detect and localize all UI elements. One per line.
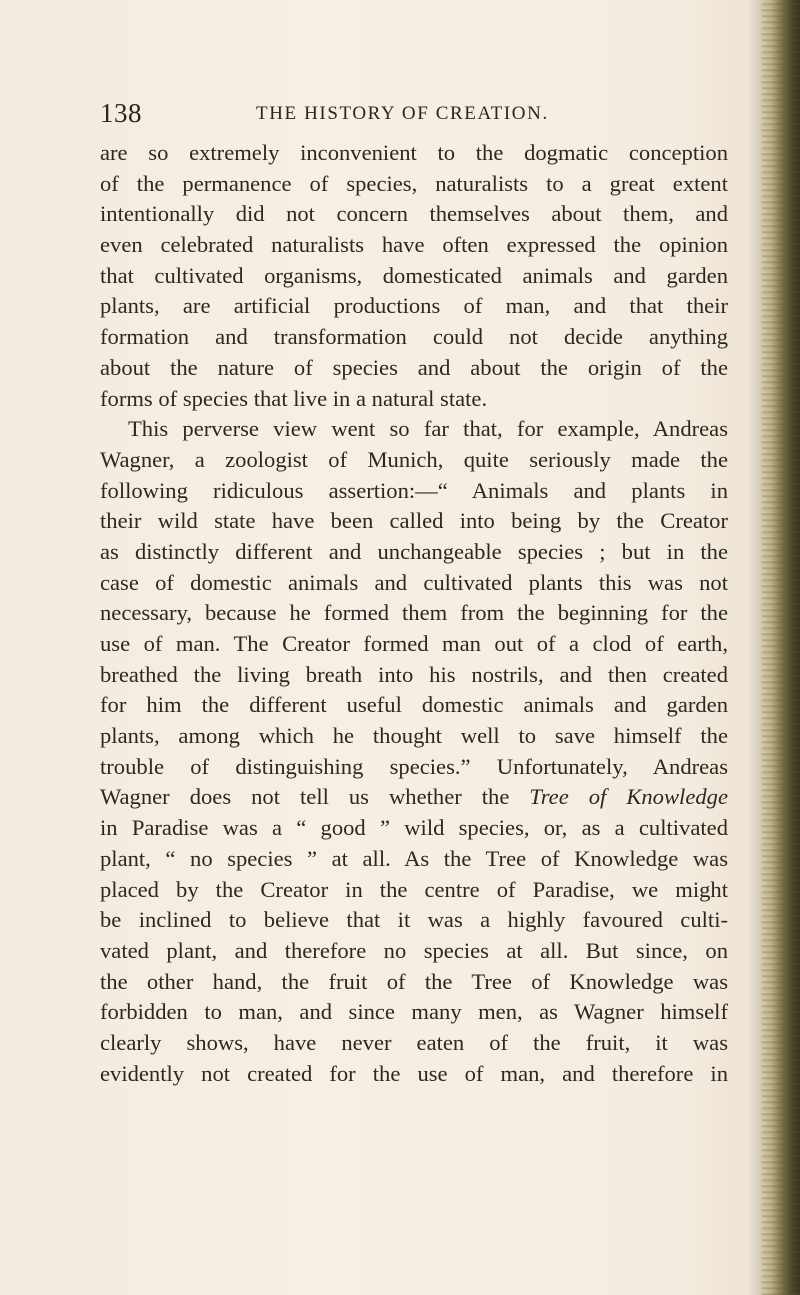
- text-line: be inclined to believe that it was a highly favoured culti-: [100, 907, 728, 933]
- text-line: vated plant, and therefore no species at all. But since, on: [100, 937, 728, 963]
- text-line: that cultivated organisms, domesticated animals and garden: [100, 262, 728, 288]
- text-line: even celebrated naturalists have often expressed the opinion: [100, 232, 728, 258]
- text-line: intentionally did not concern themselves about them, and: [100, 201, 728, 227]
- page-header: [96, 98, 736, 138]
- text-line: Wagner, a zoologist of Munich, quite seriously made the: [100, 446, 728, 472]
- text-line: as distinctly different and unchangeable species ; but in the: [100, 538, 728, 564]
- paragraph-end-line: forms of species that live in a natural state.: [100, 385, 488, 411]
- text-line: placed by the Creator in the centre of Paradise, we might: [100, 876, 728, 902]
- text-line: plants, among which he thought well to save himself the: [100, 723, 728, 749]
- page-number: 138: [100, 98, 142, 128]
- text-line: their wild state have been called into being by the Creator: [100, 508, 728, 534]
- text-line: necessary, because he formed them from the beginning for the: [100, 600, 728, 626]
- text-line: trouble of distinguishing species.” Unfortunately, Andreas: [100, 753, 728, 779]
- text-line: following ridiculous assertion:—“ Animals and plants in: [100, 477, 728, 503]
- text-line: formation and transformation could not decide anything: [100, 324, 728, 350]
- text-line: plants, are artificial productions of man, and that their: [100, 293, 728, 319]
- body-text: [100, 138, 728, 1089]
- text-line: about the nature of species and about the origin of the: [100, 354, 728, 380]
- text-line: are so extremely inconvenient to the dogmatic conception: [100, 140, 728, 165]
- text-line: the other hand, the fruit of the Tree of Knowledge was: [100, 968, 728, 994]
- paragraph-start-line: This perverse view went so far that, for example, Andreas: [128, 416, 728, 442]
- text-line: for him the different useful domestic animals and garden: [100, 692, 728, 718]
- text-line: clearly shows, have never eaten of the fruit, it was: [100, 1029, 728, 1055]
- book-edge-binding: [762, 0, 800, 1295]
- text-line: use of man. The Creator formed man out of a clod of earth,: [100, 631, 728, 656]
- text-line-with-italic: [100, 782, 728, 813]
- text-line: case of domestic animals and cultivated plants this was not: [100, 569, 728, 595]
- text-line: breathed the living breath into his nostrils, and then created: [100, 661, 728, 687]
- text-line: forbidden to man, and since many men, as Wagner himself: [100, 999, 728, 1025]
- running-head: THE HISTORY OF CREATION.: [256, 103, 549, 124]
- text-line: plant, “ no species ” at all. As the Tree of Knowledge was: [100, 845, 728, 871]
- page-gutter-shadow: [748, 0, 762, 1295]
- text-line-segment: Wagner does not tell us whether the: [100, 784, 510, 810]
- text-line: in Paradise was a “ good ” wild species, or, as a cultivated: [100, 815, 728, 841]
- italic-phrase: Tree of Knowledge: [529, 784, 728, 810]
- text-line: evidently not created for the use of man, and therefore in: [100, 1060, 728, 1086]
- text-line: of the permanence of species, naturalists to a great extent: [100, 170, 728, 196]
